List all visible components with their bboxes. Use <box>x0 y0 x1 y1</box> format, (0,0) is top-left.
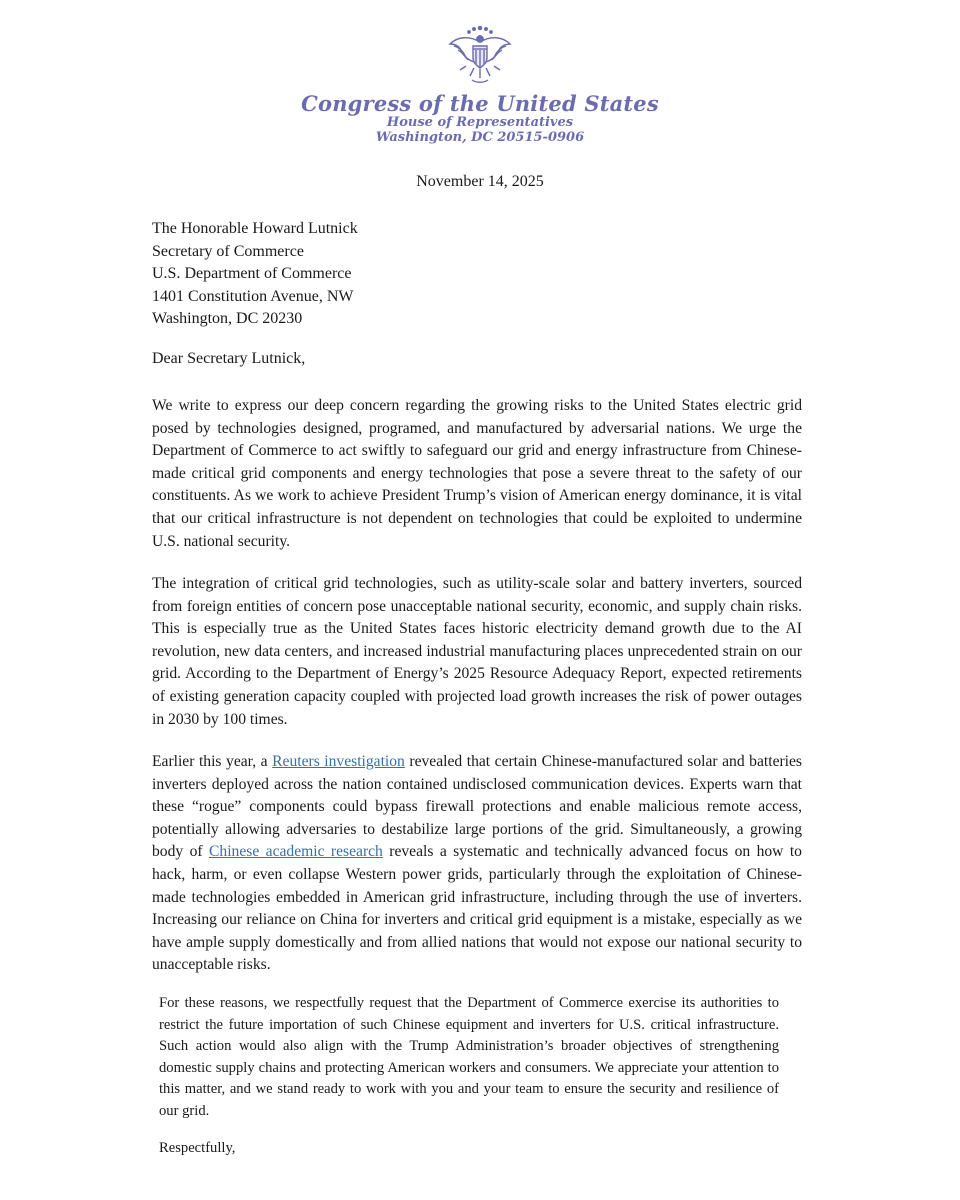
paragraph-3-text-b: revealed that certain Chinese-manufactured solar and batteries inverters deployed across the nation contained undisclosed communication devices. Experts warn that these “rogue” components could bypass firewall protections and enable malicious remote access, potentially allowing adversaries to destabilize large portions of the grid. Simultaneously, a growing body of <box>152 753 802 861</box>
paragraph-2: The integration of critical grid technologies, such as utility-scale solar and battery inverters, sourced from foreign entities of concern pose unacceptable national security, economic, and supply chain risks. This is especially true as the United States faces historic electricity demand growth due to the AI revolution, new data centers, and increased industrial manufacturing places unprecedented strain on our grid. According to the Department of Energy’s 2025 Resource Adequacy Report, expected retirements of existing generation capacity coupled with projected load growth increases the risk of power outages in 2030 by 100 times. <box>152 575 802 728</box>
paragraph-1: We write to express our deep concern regarding the growing risks to the United States electric grid posed by technologies designed, programed, and manufactured by adversarial nations. We urge the Department of Commerce to act swiftly to safeguard our grid and energy infrastructure from Chinese-made critical grid components and energy technologies that pose a severe threat to the safety of our constituents. As we work to achieve President Trump’s vision of American energy dominance, it is vital that our critical infrastructure is not dependent on technologies that could be exploited to undermine U.S. national security. <box>152 397 802 550</box>
recipient-block <box>152 218 358 331</box>
recipient-department: U.S. Department of Commerce <box>152 265 352 282</box>
paragraph-3 <box>152 751 802 977</box>
letter-date: November 14, 2025 <box>416 173 544 190</box>
letterhead-title: Congress of the United States <box>301 91 659 116</box>
reuters-investigation-link[interactable]: Reuters investigation <box>272 753 405 770</box>
letterhead <box>0 22 960 146</box>
recipient-title: Secretary of Commerce <box>152 242 304 260</box>
chinese-academic-research-link[interactable]: Chinese academic research <box>209 843 383 861</box>
congressional-seal-icon <box>444 22 516 86</box>
closing: Respectfully, <box>159 1140 236 1156</box>
letterhead-address: Washington, DC 20515-0906 <box>375 130 585 146</box>
letterhead-house: House of Representatives <box>386 115 574 131</box>
salutation: Dear Secretary Lutnick, <box>152 350 306 367</box>
recipient-street: 1401 Constitution Avenue, NW <box>152 287 354 305</box>
paragraph-3-text-c: reveals a systematic and technically advanced focus on how to hack, harm, or even collapse Western power grids, particularly through the exploitation of Chinese-made technologies embedded in American grid infrastructure, including through the use of inverters. Increasing our reliance on China for inverters and critical grid equipment is a mistake, especially as we have ample supply domestically and from allied nations that would not expose our national security to unacceptable risks. <box>152 843 802 974</box>
paragraph-4: For these reasons, we respectfully request that the Department of Commerce exercise its authorities to restrict the future importation of such Chinese equipment and inverters for U.S. critical infrastructure. Such action would also align with the Trump Administration’s broader objectives of strengthening domestic supply chains and protecting American workers and consumers. We appreciate your attention to this matter, and we stand ready to work with you and your team to ensure the security and resilience of our grid. <box>159 995 779 1119</box>
recipient-city: Washington, DC 20230 <box>152 310 303 327</box>
paragraph-3-text-a: Earlier this year, a <box>152 753 273 770</box>
recipient-name: The Honorable Howard Lutnick <box>152 220 358 237</box>
